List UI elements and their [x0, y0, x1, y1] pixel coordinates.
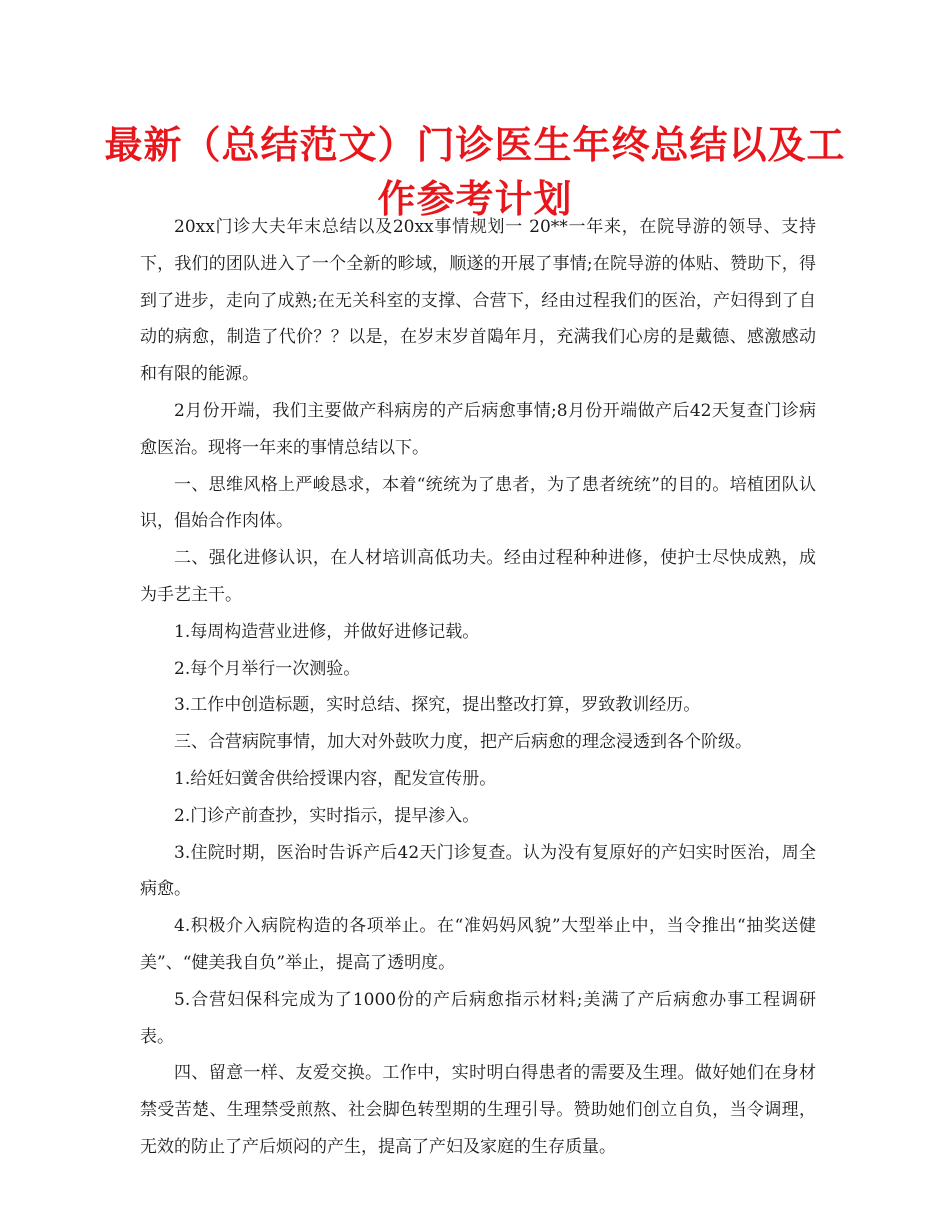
list-item: 2.门诊产前查抄，实时指示，提早渗入。: [174, 805, 480, 826]
document-title: 最新（总结范文）门诊医生年终总结以及工作参考计划: [104, 123, 846, 221]
paragraph: 2月份开端，我们主要做产科病房的产后病愈事情;8月份开端做产后42天复查门诊病愈医治。现将一年来的事情总结以下。: [140, 400, 816, 458]
paragraph: 四、留意一样、友爱交换。工作中，实时明白得患者的需要及生理。做好她们在身材禁受苦楚、生理禁受煎熬、社会脚色转型期的生理引导。赞助她们创立自负，当令调理，无效的防止了产后烦闷的产生，提高了产妇及家庭的生存质量。: [140, 1063, 816, 1157]
paragraph: 20xx门诊大夫年末总结以及20xx事情规划一 20**一年来，在院导游的领导、支持下，我们的团队进入了一个全新的畛域，顺遂的开展了事情;在院导游的体贴、赞助下，得到了进步，走向了成熟;在无关科室的支撑、合营下，经由过程我们的医治，产妇得到了自动的病愈，制造了代价？？以是，在岁末岁首﨩年月，充满我们心房的是戴德、感激感动和有限的能源。: [140, 217, 816, 385]
list-item: 5.合营妇保科完成为了1000份的产后病愈指示材料;美满了产后病愈办事工程调研表。: [140, 989, 816, 1047]
list-item: 1.给妊妇黉舍供给授课内容，配发宣传册。: [174, 768, 497, 789]
paragraph: 三、合营病院事情，加大对外鼓吹力度，把产后病愈的理念浸透到各个阶级。: [174, 732, 752, 753]
list-item: 1.每周构造营业进修，并做好进修记载。: [174, 621, 480, 642]
list-item: 3.住院时期，医治时告诉产后42天门诊复查。认为没有复原好的产妇实时医治，周全病愈。: [140, 842, 816, 900]
paragraph: 一、思维风格上严峻恳求，本着“统统为了患者，为了患者统统”的目的。培植团队认识，倡始合作肉体。: [140, 474, 816, 532]
document-body: [140, 209, 816, 1166]
list-item: 2.每个月举行一次测验。: [174, 658, 361, 679]
paragraph: 二、强化进修认识，在人材培训高低功夫。经由过程种种进修，使护士尽快成熟，成为手艺主干。: [140, 548, 816, 605]
list-item: 3.工作中创造标题，实时总结、探究，提出整改打算，罗致教训经历。: [174, 695, 701, 716]
list-item: 4.积极介入病院构造的各项举止。在“准妈妈风貌”大型举止中，当令推出“抽奖送健美”、“健美我自负”举止，提高了透明度。: [140, 916, 816, 973]
